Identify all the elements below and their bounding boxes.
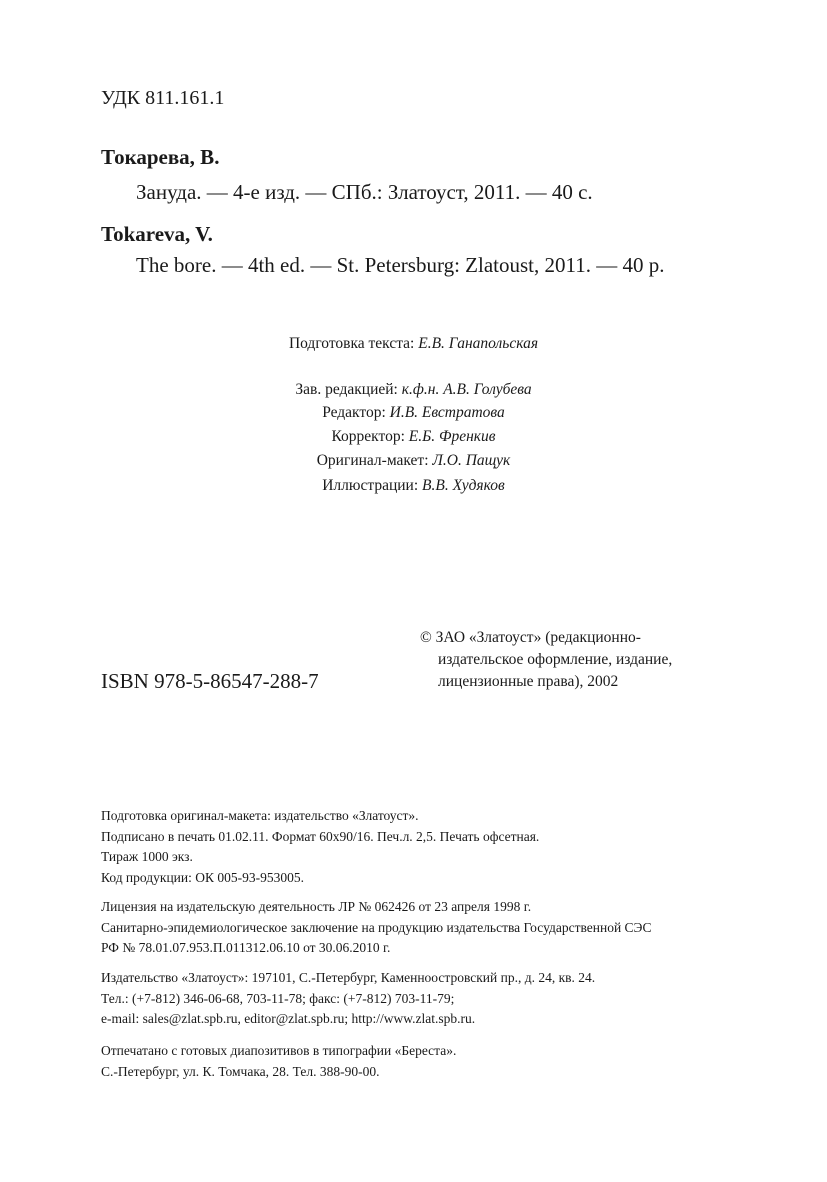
- bibliographic-entry-ru: Зануда. — 4-е изд. — СПб.: Златоуст, 2011. — 40 с.: [136, 180, 593, 204]
- credit-person: И.В. Евстратова: [389, 404, 505, 421]
- credit-illustrations: [0, 477, 827, 495]
- credit-role: Зав. редакцией:: [295, 381, 398, 398]
- imprint-block-printer: [101, 1041, 456, 1082]
- author-ru: Токарева, В.: [101, 145, 220, 169]
- credit-layout: [0, 452, 827, 470]
- imprint-line: e-mail: sales@zlat.spb.ru, editor@zlat.spb.ru; http://www.zlat.spb.ru.: [101, 1011, 476, 1026]
- credit-person: В.В. Худяков: [422, 477, 505, 494]
- imprint-line: РФ № 78.01.07.953.П.011312.06.10 от 30.06.2010 г.: [101, 940, 391, 955]
- author-en: Tokareva, V.: [101, 222, 213, 246]
- imprint-line: Тел.: (+7-812) 346-06-68, 703-11-78; факс: (+7-812) 703-11-79;: [101, 990, 455, 1006]
- credit-editor: [0, 404, 827, 422]
- credit-person: Л.О. Пащук: [432, 452, 511, 469]
- copyright-line: издательское оформление, издание,: [438, 651, 673, 668]
- credit-role: Подготовка текста:: [288, 335, 415, 352]
- imprint-line: С.-Петербург, ул. К. Томчака, 28. Тел. 388-90-00.: [101, 1063, 380, 1079]
- imprint-line: Тираж 1000 экз.: [101, 849, 193, 864]
- imprint-block-publisher: [101, 968, 595, 1030]
- credit-role: Оригинал-макет:: [316, 452, 429, 469]
- credit-role: Иллюстрации:: [322, 477, 419, 494]
- udk-code: УДК 811.161.1: [101, 87, 225, 109]
- credit-person: Е.Б. Френкив: [408, 428, 496, 445]
- imprint-line: Санитарно-эпидемиологическое заключение на продукцию издательства Государственной СЭС: [101, 919, 652, 935]
- credit-text-preparation: [0, 335, 827, 353]
- imprint-line: Отпечатано с готовых диапозитивов в типографии «Береста».: [101, 1043, 457, 1058]
- credit-head-editor: [0, 381, 827, 399]
- credit-person: к.ф.н. А.В. Голубева: [401, 381, 532, 398]
- imprint-line: Издательство «Златоуст»: 197101, С.-Петербург, Каменноостровский пр., д. 24, кв. 24.: [101, 970, 596, 985]
- credit-proofreader: [0, 428, 827, 446]
- credit-person: Е.В. Ганапольская: [418, 335, 539, 352]
- imprint-block-production: [101, 806, 539, 888]
- imprint-line: Лицензия на издательскую деятельность ЛР № 062426 от 23 апреля 1998 г.: [101, 899, 532, 914]
- credit-role: Редактор:: [322, 404, 386, 421]
- imprint-line: Код продукции: ОК 005-93-953005.: [101, 869, 304, 885]
- credit-role: Корректор:: [331, 428, 405, 445]
- imprint-line: Подписано в печать 01.02.11. Формат 60х90/16. Печ.л. 2,5. Печать офсетная.: [101, 828, 540, 844]
- imprint-block-license: [101, 897, 651, 959]
- isbn: ISBN 978-5-86547-288-7: [101, 669, 319, 693]
- copyright-notice: [420, 627, 672, 693]
- imprint-line: Подготовка оригинал-макета: издательство «Златоуст».: [101, 808, 419, 823]
- copyright-line: лицензионные права), 2002: [438, 673, 619, 690]
- copyright-line: © ЗАО «Златоуст» (редакционно-: [420, 629, 641, 646]
- bibliographic-entry-en: The bore. — 4th ed. — St. Petersburg: Zlatoust, 2011. — 40 p.: [136, 253, 665, 277]
